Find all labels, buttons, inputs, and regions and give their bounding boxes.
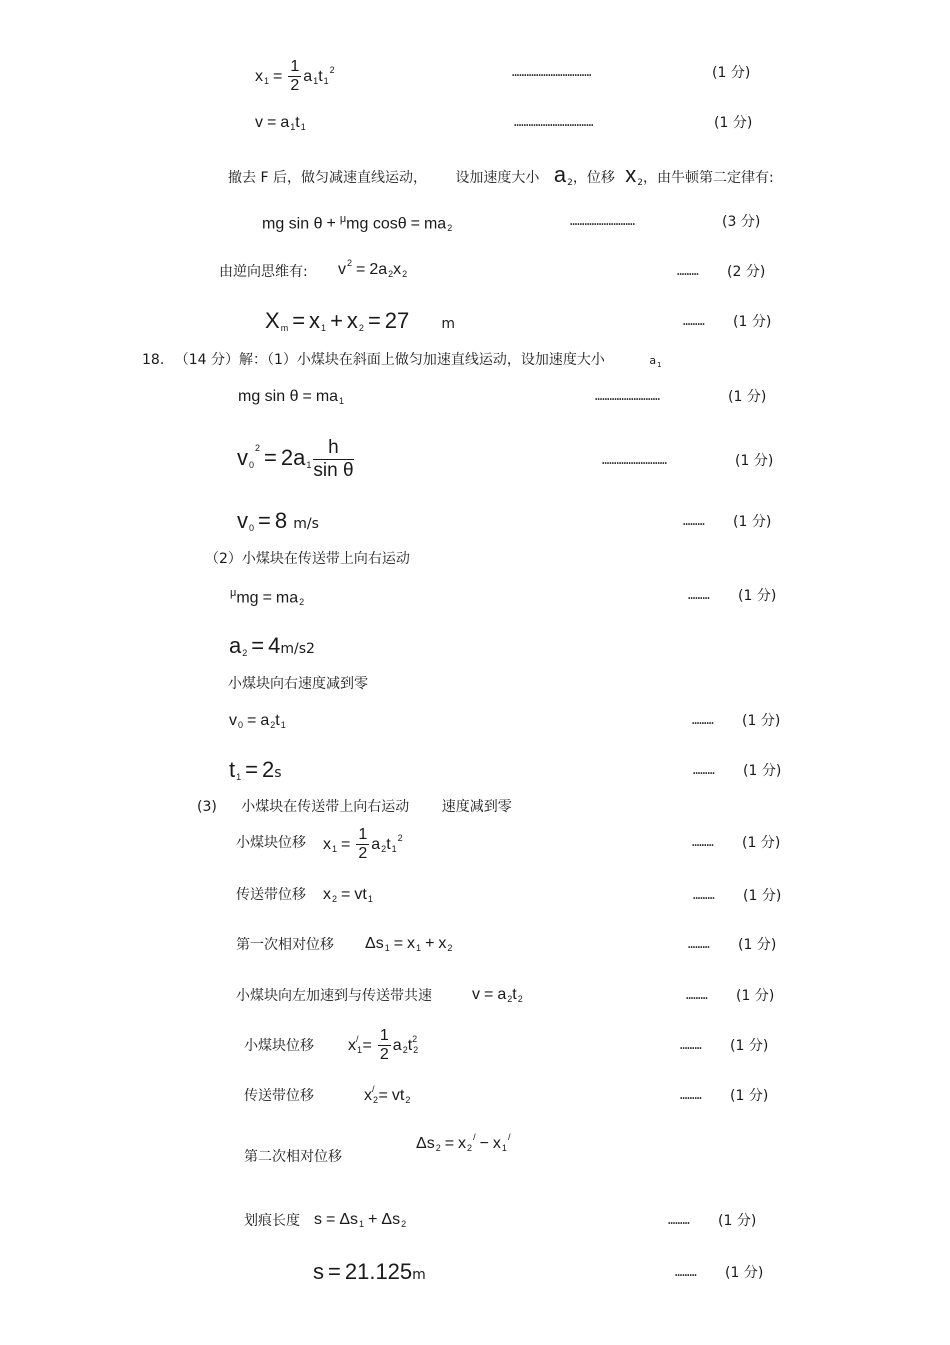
sub-3-title xyxy=(197,800,512,814)
decel-text: 小煤块向右速度减到零 xyxy=(228,676,368,692)
a2-unit: m/s2 xyxy=(280,641,315,657)
text-newton-label: ，由牛顿第二定律有: xyxy=(643,170,774,186)
score-dots: ……… xyxy=(683,314,705,328)
score-dots: ……… xyxy=(680,1038,702,1052)
eq-t1-result: t1 = 2s xyxy=(229,757,282,782)
xm-value: 27 xyxy=(384,308,410,333)
sub-3-text2: 速度减到零 xyxy=(441,799,512,815)
score-dots: ……………………… xyxy=(602,453,668,467)
text-assume-label: 设加速度大小 xyxy=(455,170,540,186)
text-after-f: 撤去 F 后，做匀减速直线运动， 设加速度大小 $a_2$，位移 $x_2$，由牛顿第二定律有: xyxy=(228,162,774,188)
score-dots: ……… xyxy=(683,514,705,528)
score-dots: ……… xyxy=(680,1088,702,1102)
score-dots: …………………………… xyxy=(514,115,594,129)
score-label: (1 分) xyxy=(730,1038,769,1054)
scratch-label: 划痕长度 xyxy=(244,1213,300,1229)
score-label: (3 分) xyxy=(722,214,761,230)
text-reverse: 由逆向思维有: xyxy=(219,264,308,280)
eq-x1-prime: x1/ = $\frac{1}{2}$ $a2t2^2$ xyxy=(348,1027,419,1064)
text-after-f-label: 撤去 F 后，做匀减速直线运动， xyxy=(228,170,427,186)
eq-x2-prime: x2/ = vt2 xyxy=(364,1084,411,1105)
score-label: (1 分) xyxy=(738,937,777,953)
sub-2-title: （2）小煤块在传送带上向右运动 xyxy=(205,551,410,567)
score-dots: ……… xyxy=(693,888,715,902)
t1-unit: s xyxy=(274,765,282,781)
eq-xm-result: Xm = x1 + x2 = 27 m xyxy=(265,308,456,333)
score-label: (1 分) xyxy=(736,988,775,1004)
score-label: (1 分) xyxy=(728,389,767,405)
score-label: (1 分) xyxy=(714,115,753,131)
score-dots: ……… xyxy=(693,763,715,777)
eq-x1-second: x1 = $\frac{1}{2}$ $a2t1^2$ xyxy=(323,826,403,863)
eq-x2-vt1: x2 = vt1 xyxy=(323,886,373,904)
score-label: (1 分) xyxy=(718,1213,757,1229)
score-label: (1 分) xyxy=(743,763,782,779)
score-dots: ……………………… xyxy=(595,389,661,403)
t1-value: 2 xyxy=(262,757,275,782)
second-rel-label: 第二次相对位移 xyxy=(244,1149,342,1165)
score-dots: ……… xyxy=(692,713,714,727)
score-dots: ……… xyxy=(692,835,714,849)
eq-s-result: s = 21.125m xyxy=(313,1259,426,1284)
score-label: (1 分) xyxy=(712,65,751,81)
score-dots: ……………………… xyxy=(570,214,636,228)
score-label: (1 分) xyxy=(742,713,781,729)
question-18-header: 18. （14 分）解：（1）小煤块在斜面上做匀加速直线运动，设加速度大小 $a_1$ xyxy=(142,352,662,369)
score-label: (1 分) xyxy=(733,514,772,530)
s-value: 21.125 xyxy=(344,1259,413,1284)
s-unit: m xyxy=(412,1267,426,1283)
score-label: (1 分) xyxy=(725,1265,764,1281)
score-label: (1 分) xyxy=(733,314,772,330)
v0-value: 8 xyxy=(274,508,288,533)
eq-umg-ma2: $^\mu$mg = ma2 xyxy=(230,587,305,608)
xm-unit: m xyxy=(441,316,456,332)
score-label: (2 分) xyxy=(727,264,766,280)
eq-x1-first: x1 = $\frac{1}{2}$ $a1t1^2$ xyxy=(255,58,335,95)
eq-a2-result: a2 = 4m/s2 xyxy=(229,633,315,658)
sub-3-label: (3) xyxy=(197,799,217,815)
a2-value: 4 xyxy=(268,633,281,658)
eq-v2-2a2x2: $v^2 = 2a2x2$ xyxy=(338,258,408,279)
score-label: (1 分) xyxy=(742,835,781,851)
score-dots: ……… xyxy=(677,264,699,278)
text-disp-label: ，位移 xyxy=(572,170,615,186)
score-dots: ……… xyxy=(688,937,710,951)
eq-s-sum: s = Δs1 + Δs2 xyxy=(314,1211,407,1229)
score-dots: ……… xyxy=(675,1265,697,1279)
eq-v-a1t1: v = a1t1 xyxy=(255,114,306,132)
score-label: (1 分) xyxy=(735,453,774,469)
score-dots: …………………………… xyxy=(512,65,592,79)
question-number: 18. xyxy=(142,352,165,368)
eq-delta-s2: Δs2 = x2/ − x1/ xyxy=(416,1132,511,1153)
v0-unit: m/s xyxy=(293,516,319,532)
coal-disp-label: 小煤块位移 xyxy=(236,835,306,851)
question-header-text: （14 分）解：（1）小煤块在斜面上做匀加速直线运动，设加速度大小 xyxy=(174,352,605,368)
belt-disp-label-2: 传送带位移 xyxy=(244,1088,314,1104)
score-dots: ……… xyxy=(668,1213,690,1227)
score-label: (1 分) xyxy=(738,588,777,604)
score-label: (1 分) xyxy=(743,888,782,904)
belt-disp-label: 传送带位移 xyxy=(236,887,306,903)
first-rel-label: 第一次相对位移 xyxy=(236,937,334,953)
score-dots: ……… xyxy=(686,988,708,1002)
accel-left-label: 小煤块向左加速到与传送带共速 xyxy=(236,988,432,1004)
eq-v-a2t2: v = a2t2 xyxy=(472,986,523,1004)
eq-v0-a2t1: v0 = a2t1 xyxy=(229,712,286,730)
eq-delta-s1: Δs1 = x1 + x2 xyxy=(365,935,453,953)
coal-disp-label-2: 小煤块位移 xyxy=(244,1038,314,1054)
score-dots: ……… xyxy=(688,588,710,602)
eq-newton-decel: mg sin θ + $^\mu$mg cosθ = ma2 xyxy=(262,213,453,234)
score-label: (1 分) xyxy=(730,1088,769,1104)
eq-v0-result: v0 = 8 m/s xyxy=(237,508,319,533)
sub-3-text1: 小煤块在传送带上向右运动 xyxy=(241,799,410,815)
eq-mg-sin-ma1: mg sin θ = ma1 xyxy=(238,388,345,406)
eq-v0-squared: $v0^2 = 2a1$ $\frac{h}{\text{sin θ}}$ xyxy=(237,437,354,481)
